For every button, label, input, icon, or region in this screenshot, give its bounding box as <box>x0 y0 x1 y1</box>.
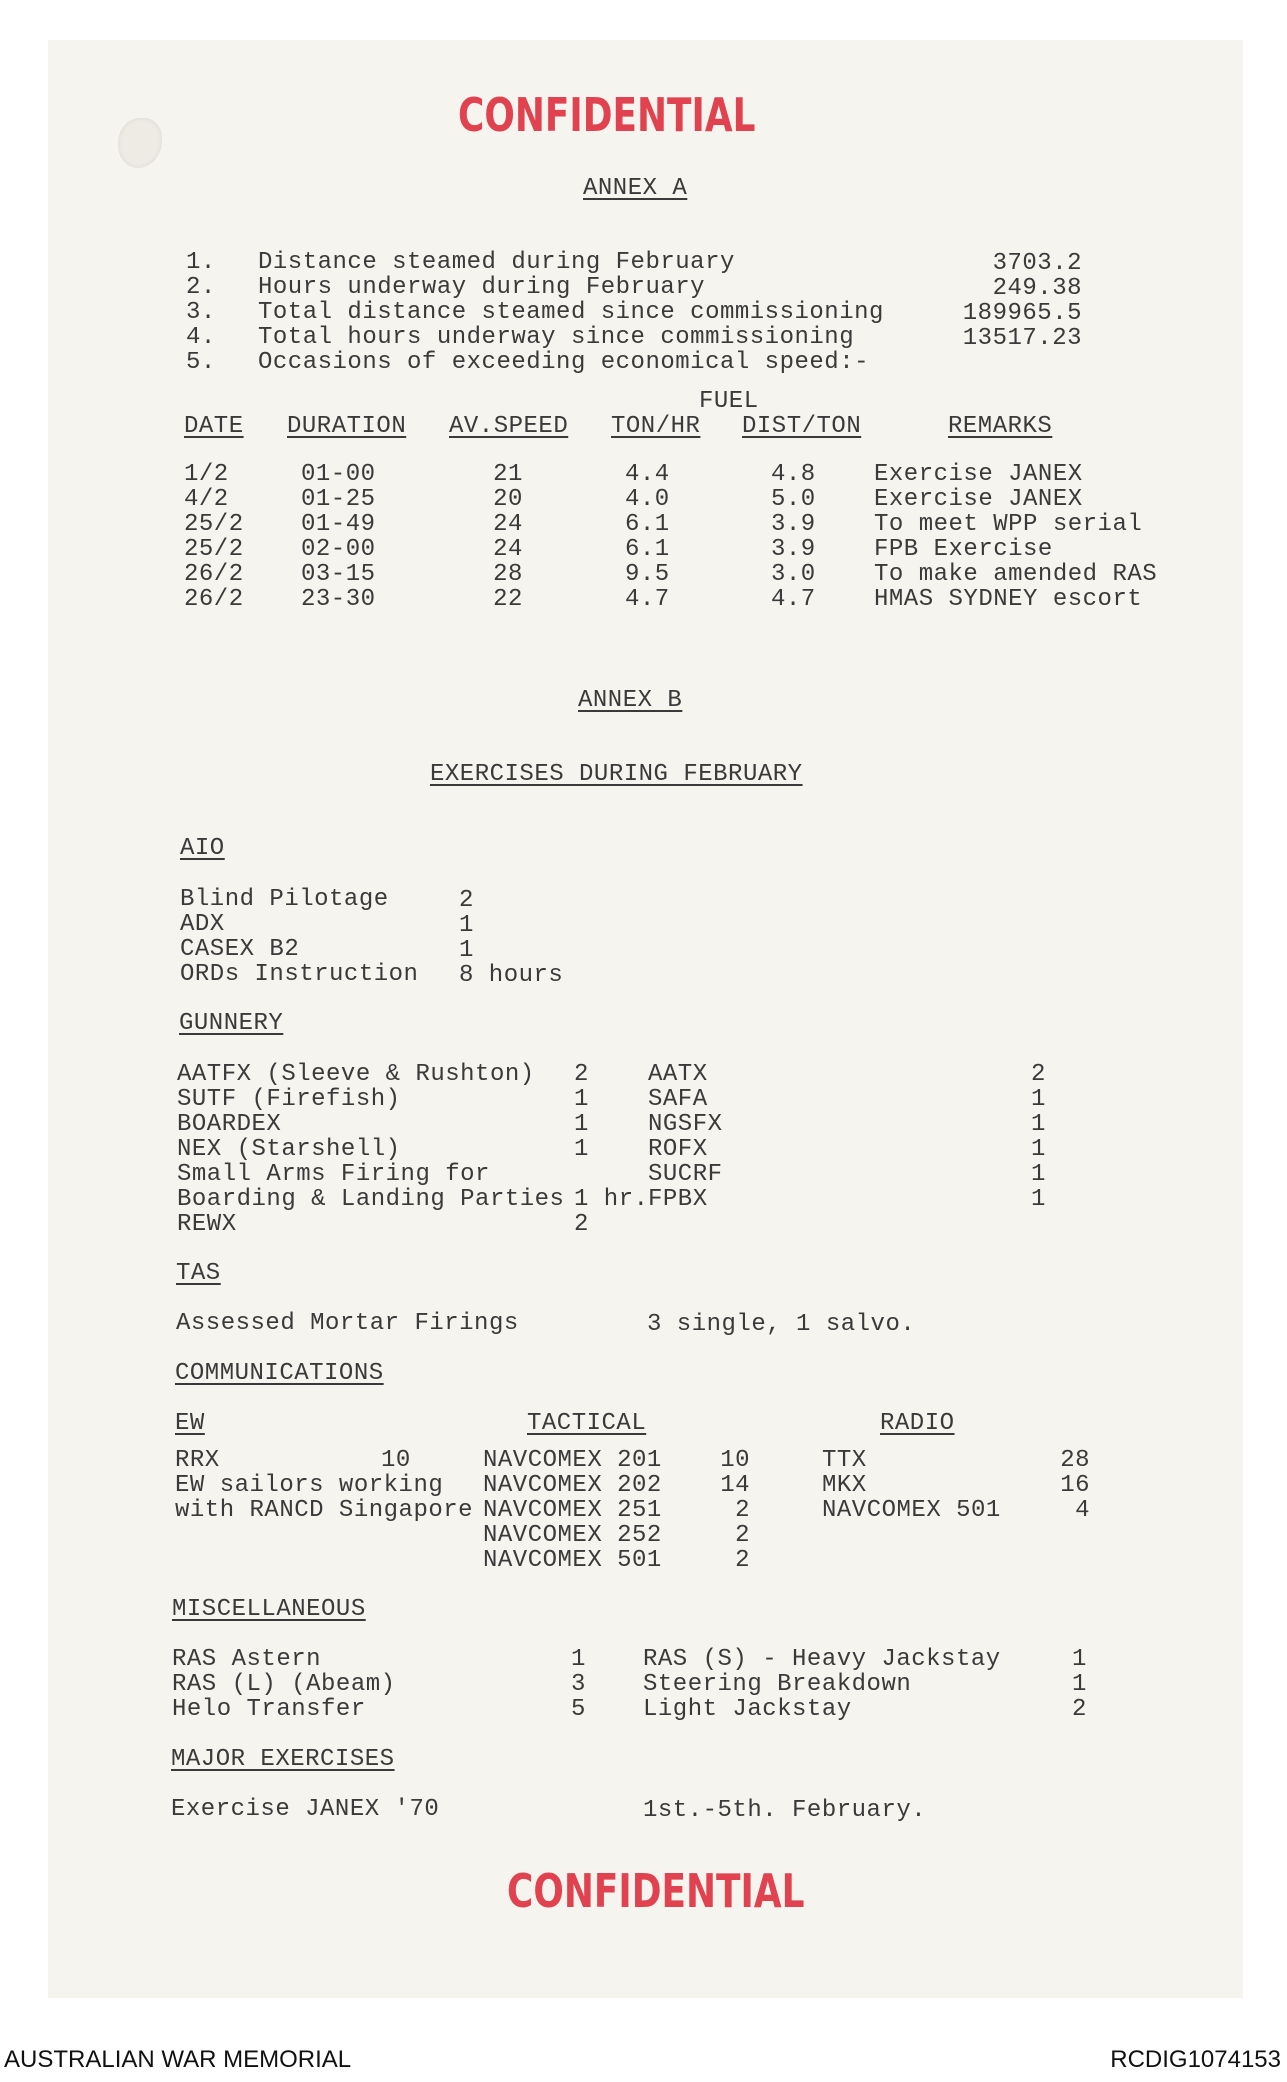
tactical-item-value: 14 <box>720 1472 750 1499</box>
gunnery-right-value: 2 <box>1031 1061 1046 1088</box>
tas-label: Assessed Mortar Firings <box>176 1310 519 1337</box>
gunnery-right-value: 1 <box>1031 1086 1046 1113</box>
cell-ton-hr: 4.4 <box>625 461 670 488</box>
radio-item-value: 28 <box>1060 1447 1090 1474</box>
gunnery-right-value: 1 <box>1031 1186 1046 1213</box>
misc-right-label: Steering Breakdown <box>643 1671 912 1698</box>
ew-rrx-value: 10 <box>381 1447 411 1474</box>
cell-av-speed: 28 <box>493 561 523 588</box>
tactical-item-label: NAVCOMEX 251 <box>483 1497 662 1524</box>
confidential-stamp-top: CONFIDENTIAL <box>458 88 756 142</box>
annex-b-title: ANNEX B <box>578 687 683 714</box>
ew-note-line1: EW sailors working <box>175 1472 444 1499</box>
cell-duration: 23-30 <box>301 586 376 613</box>
aio-item-label: ORDs Instruction <box>180 961 419 988</box>
footer-archive-name: AUSTRALIAN WAR MEMORIAL <box>4 2046 352 2073</box>
gunnery-left-label: SUTF (Firefish) <box>177 1086 401 1113</box>
communications-heading: COMMUNICATIONS <box>175 1360 384 1387</box>
radio-heading: RADIO <box>880 1410 955 1437</box>
header-duration: DURATION <box>287 413 407 440</box>
misc-left-value: 3 <box>571 1671 586 1698</box>
cell-av-speed: 21 <box>493 461 523 488</box>
ew-heading: EW <box>175 1410 205 1437</box>
gunnery-left-value: 2 <box>574 1061 589 1088</box>
tactical-item-label: NAVCOMEX 202 <box>483 1472 662 1499</box>
cell-duration: 01-25 <box>301 486 376 513</box>
cell-ton-hr: 6.1 <box>625 511 670 538</box>
aio-heading: AIO <box>180 835 225 862</box>
radio-item-value: 16 <box>1060 1472 1090 1499</box>
cell-remarks: FPB Exercise <box>874 536 1053 563</box>
cell-av-speed: 24 <box>493 536 523 563</box>
cell-ton-hr: 6.1 <box>625 536 670 563</box>
gunnery-right-label: NGSFX <box>648 1111 723 1138</box>
ew-rrx-label: RRX <box>175 1447 220 1474</box>
annex-a-item-label: Hours underway during February <box>258 274 706 301</box>
gunnery-left-label: Boarding & Landing Parties <box>177 1186 565 1213</box>
cell-dist-ton: 3.9 <box>771 511 816 538</box>
gunnery-right-value: 1 <box>1031 1111 1046 1138</box>
tas-value: 3 single, 1 salvo. <box>647 1311 916 1338</box>
annex-a-item-number: 4. <box>186 324 216 351</box>
footer-record-id: RCDIG1074153 <box>1110 2046 1281 2073</box>
fuel-label: FUEL <box>699 388 759 415</box>
gunnery-left-label: Small Arms Firing for <box>177 1161 490 1188</box>
gunnery-right-label: FPBX <box>648 1186 708 1213</box>
cell-date: 26/2 <box>184 561 244 588</box>
cell-av-speed: 22 <box>493 586 523 613</box>
cell-dist-ton: 4.8 <box>771 461 816 488</box>
cell-date: 25/2 <box>184 511 244 538</box>
gunnery-left-value: 1 hr. <box>574 1186 649 1213</box>
tactical-item-value: 10 <box>720 1447 750 1474</box>
annex-a-item-number: 5. <box>186 349 216 376</box>
gunnery-left-label: REWX <box>177 1211 237 1238</box>
tactical-heading: TACTICAL <box>527 1410 647 1437</box>
gunnery-left-value: 1 <box>574 1136 589 1163</box>
misc-right-value: 1 <box>1072 1671 1087 1698</box>
header-dist-ton: DIST/TON <box>742 413 862 440</box>
header-av-speed: AV.SPEED <box>449 413 569 440</box>
tactical-item-value: 2 <box>735 1547 750 1574</box>
radio-item-label: TTX <box>822 1447 867 1474</box>
cell-remarks: To meet WPP serial <box>874 511 1143 538</box>
annex-b-subtitle: EXERCISES DURING FEBRUARY <box>430 761 803 788</box>
tactical-item-value: 2 <box>735 1497 750 1524</box>
tas-heading: TAS <box>176 1260 221 1287</box>
tactical-item-label: NAVCOMEX 252 <box>483 1522 662 1549</box>
cell-date: 1/2 <box>184 461 229 488</box>
annex-a-item-value: 13517.23 <box>962 325 1082 352</box>
cell-dist-ton: 3.9 <box>771 536 816 563</box>
gunnery-left-value: 1 <box>574 1086 589 1113</box>
cell-remarks: Exercise JANEX <box>874 486 1083 513</box>
annex-a-item-label: Total distance steamed since commissioning <box>258 299 884 326</box>
cell-dist-ton: 5.0 <box>771 486 816 513</box>
cell-duration: 01-00 <box>301 461 376 488</box>
cell-av-speed: 24 <box>493 511 523 538</box>
radio-item-value: 4 <box>1075 1497 1090 1524</box>
cell-ton-hr: 4.7 <box>625 586 670 613</box>
gunnery-right-label: ROFX <box>648 1136 708 1163</box>
aio-item-label: ADX <box>180 911 225 938</box>
gunnery-heading: GUNNERY <box>179 1010 284 1037</box>
header-remarks: REMARKS <box>948 413 1053 440</box>
gunnery-right-label: AATX <box>648 1061 708 1088</box>
radio-item-label: NAVCOMEX 501 <box>822 1497 1001 1524</box>
gunnery-left-label: BOARDEX <box>177 1111 282 1138</box>
tactical-item-label: NAVCOMEX 501 <box>483 1547 662 1574</box>
header-date: DATE <box>184 413 244 440</box>
aio-item-value: 1 <box>459 912 474 939</box>
cell-date: 25/2 <box>184 536 244 563</box>
tactical-item-value: 2 <box>735 1522 750 1549</box>
major-exercise-label: Exercise JANEX '70 <box>171 1796 440 1823</box>
cell-remarks: To make amended RAS <box>874 561 1158 588</box>
annex-a-item-number: 3. <box>186 299 216 326</box>
gunnery-right-value: 1 <box>1031 1161 1046 1188</box>
misc-left-value: 5 <box>571 1696 586 1723</box>
tactical-item-label: NAVCOMEX 201 <box>483 1447 662 1474</box>
misc-left-label: RAS Astern <box>172 1646 322 1673</box>
gunnery-right-label: SUCRF <box>648 1161 723 1188</box>
aio-item-value: 8 hours <box>459 962 564 989</box>
cell-date: 4/2 <box>184 486 229 513</box>
annex-a-item-number: 1. <box>186 249 216 276</box>
cell-remarks: Exercise JANEX <box>874 461 1083 488</box>
gunnery-left-value: 1 <box>574 1111 589 1138</box>
ew-note-line2: with RANCD Singapore <box>175 1497 474 1524</box>
misc-left-value: 1 <box>571 1646 586 1673</box>
misc-right-label: RAS (S) - Heavy Jackstay <box>643 1646 1001 1673</box>
misc-right-label: Light Jackstay <box>643 1696 852 1723</box>
gunnery-left-label: NEX (Starshell) <box>177 1136 401 1163</box>
cell-date: 26/2 <box>184 586 244 613</box>
cell-duration: 01-49 <box>301 511 376 538</box>
gunnery-right-value: 1 <box>1031 1136 1046 1163</box>
misc-right-value: 2 <box>1072 1696 1087 1723</box>
aio-item-value: 2 <box>459 887 474 914</box>
annex-a-item-value: 3703.2 <box>992 250 1082 277</box>
annex-a-title: ANNEX A <box>583 175 688 202</box>
gunnery-left-value: 2 <box>574 1211 589 1238</box>
misc-left-label: Helo Transfer <box>172 1696 366 1723</box>
aio-item-label: Blind Pilotage <box>180 886 389 913</box>
annex-a-item-label: Occasions of exceeding economical speed:- <box>258 349 869 376</box>
cell-remarks: HMAS SYDNEY escort <box>874 586 1143 613</box>
annex-a-item-label: Distance steamed during February <box>258 249 735 276</box>
annex-a-item-value: 249.38 <box>992 275 1082 302</box>
gunnery-left-label: AATFX (Sleeve & Rushton) <box>177 1061 535 1088</box>
header-ton-hr: TON/HR <box>611 413 701 440</box>
cell-duration: 02-00 <box>301 536 376 563</box>
major-exercises-heading: MAJOR EXERCISES <box>171 1746 395 1773</box>
annex-a-item-label: Total hours underway since commissioning <box>258 324 855 351</box>
cell-ton-hr: 9.5 <box>625 561 670 588</box>
radio-item-label: MKX <box>822 1472 867 1499</box>
confidential-stamp-bottom: CONFIDENTIAL <box>507 1864 805 1918</box>
cell-av-speed: 20 <box>493 486 523 513</box>
miscellaneous-heading: MISCELLANEOUS <box>172 1596 366 1623</box>
annex-a-item-number: 2. <box>186 274 216 301</box>
aio-item-value: 1 <box>459 937 474 964</box>
cell-duration: 03-15 <box>301 561 376 588</box>
cell-dist-ton: 4.7 <box>771 586 816 613</box>
gunnery-right-label: SAFA <box>648 1086 708 1113</box>
misc-right-value: 1 <box>1072 1646 1087 1673</box>
misc-left-label: RAS (L) (Abeam) <box>172 1671 396 1698</box>
aio-item-label: CASEX B2 <box>180 936 300 963</box>
major-exercise-dates: 1st.-5th. February. <box>643 1797 927 1824</box>
annex-a-item-value: 189965.5 <box>962 300 1082 327</box>
cell-ton-hr: 4.0 <box>625 486 670 513</box>
cell-dist-ton: 3.0 <box>771 561 816 588</box>
